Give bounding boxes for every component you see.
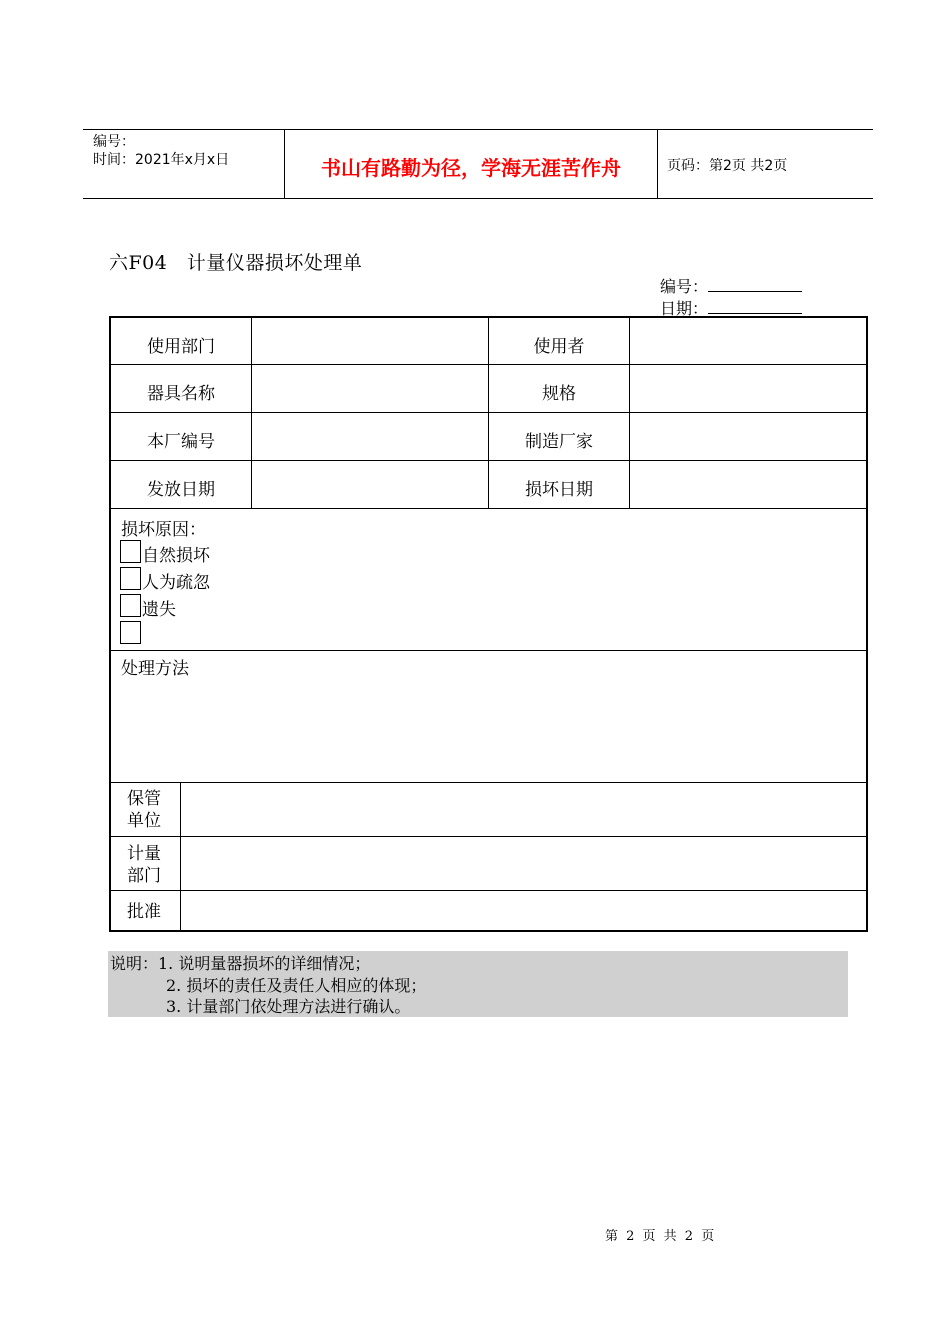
header-number-label: 编号： (93, 134, 135, 150)
metrology-dept-line1: 计量 (127, 844, 161, 864)
metrology-dept-field[interactable] (181, 837, 866, 890)
custodian-unit-field[interactable] (181, 783, 866, 836)
document-title: 六F04 计量仪器损坏处理单 (109, 252, 363, 274)
cause-negligence-checkbox[interactable] (120, 567, 141, 590)
cause-negligence-label: 人为疏忽 (142, 573, 210, 593)
note-line-1: 说明：1. 说明量器损坏的详细情况； (110, 954, 371, 973)
page-header (83, 129, 873, 199)
label-department: 使用部门 (147, 337, 215, 357)
page-footer: 第 2 页 共 2 页 (605, 1229, 715, 1244)
header-divider (657, 130, 658, 198)
handling-method-label: 处理方法 (121, 659, 189, 679)
instrument-name-field[interactable] (252, 365, 488, 412)
header-motto: 书山有路勤为径，学海无涯苦作舟 (321, 156, 621, 180)
specification-field[interactable] (630, 365, 866, 412)
row-divider (111, 650, 866, 651)
factory-number-field[interactable] (252, 413, 488, 460)
label-issue-date: 发放日期 (147, 480, 215, 500)
approval-line1: 批准 (127, 902, 161, 922)
form-number-blank[interactable] (708, 277, 802, 292)
custodian-unit-line2: 单位 (127, 811, 161, 831)
form-number-field[interactable] (660, 274, 802, 297)
note-line-2: 2. 损坏的责任及责任人相应的体现； (166, 976, 427, 995)
issue-date-field[interactable] (252, 461, 488, 508)
handling-method-field[interactable] (111, 676, 866, 782)
metrology-dept-line2: 部门 (127, 866, 161, 886)
metrology-dept-label (127, 843, 161, 887)
damage-cause-label: 损坏原因： (121, 520, 206, 540)
label-specification: 规格 (542, 384, 576, 404)
row-divider (111, 508, 866, 509)
damage-report-form (109, 316, 868, 932)
damage-date-field[interactable] (630, 461, 866, 508)
custodian-unit-line1: 保管 (127, 789, 161, 809)
cause-natural-checkbox[interactable] (120, 540, 141, 563)
cause-other-checkbox[interactable] (120, 621, 141, 644)
notes-box (108, 951, 848, 1017)
label-damage-date: 损坏日期 (525, 480, 593, 500)
department-field[interactable] (252, 318, 488, 364)
header-meta (93, 133, 229, 169)
cause-lost-label: 遗失 (142, 600, 176, 620)
custodian-unit-label (127, 788, 161, 832)
form-date-blank[interactable] (708, 299, 802, 314)
cause-lost-checkbox[interactable] (120, 594, 141, 617)
header-page-info: 页码：第2页 共2页 (667, 158, 788, 174)
user-field[interactable] (630, 318, 866, 364)
cause-natural-label: 自然损坏 (142, 546, 210, 566)
form-number-label: 编号： (660, 277, 709, 296)
note-line-3: 3. 计量部门依处理方法进行确认。 (166, 997, 411, 1016)
label-manufacturer: 制造厂家 (525, 432, 593, 452)
label-user: 使用者 (533, 337, 585, 357)
header-time-label: 时间：2021年x月x日 (93, 152, 230, 168)
approval-label (127, 901, 161, 923)
label-factory-number: 本厂编号 (147, 432, 215, 452)
manufacturer-field[interactable] (630, 413, 866, 460)
approval-field[interactable] (181, 891, 866, 930)
label-instrument-name: 器具名称 (147, 384, 215, 404)
form-date-label: 日期： (660, 299, 709, 318)
